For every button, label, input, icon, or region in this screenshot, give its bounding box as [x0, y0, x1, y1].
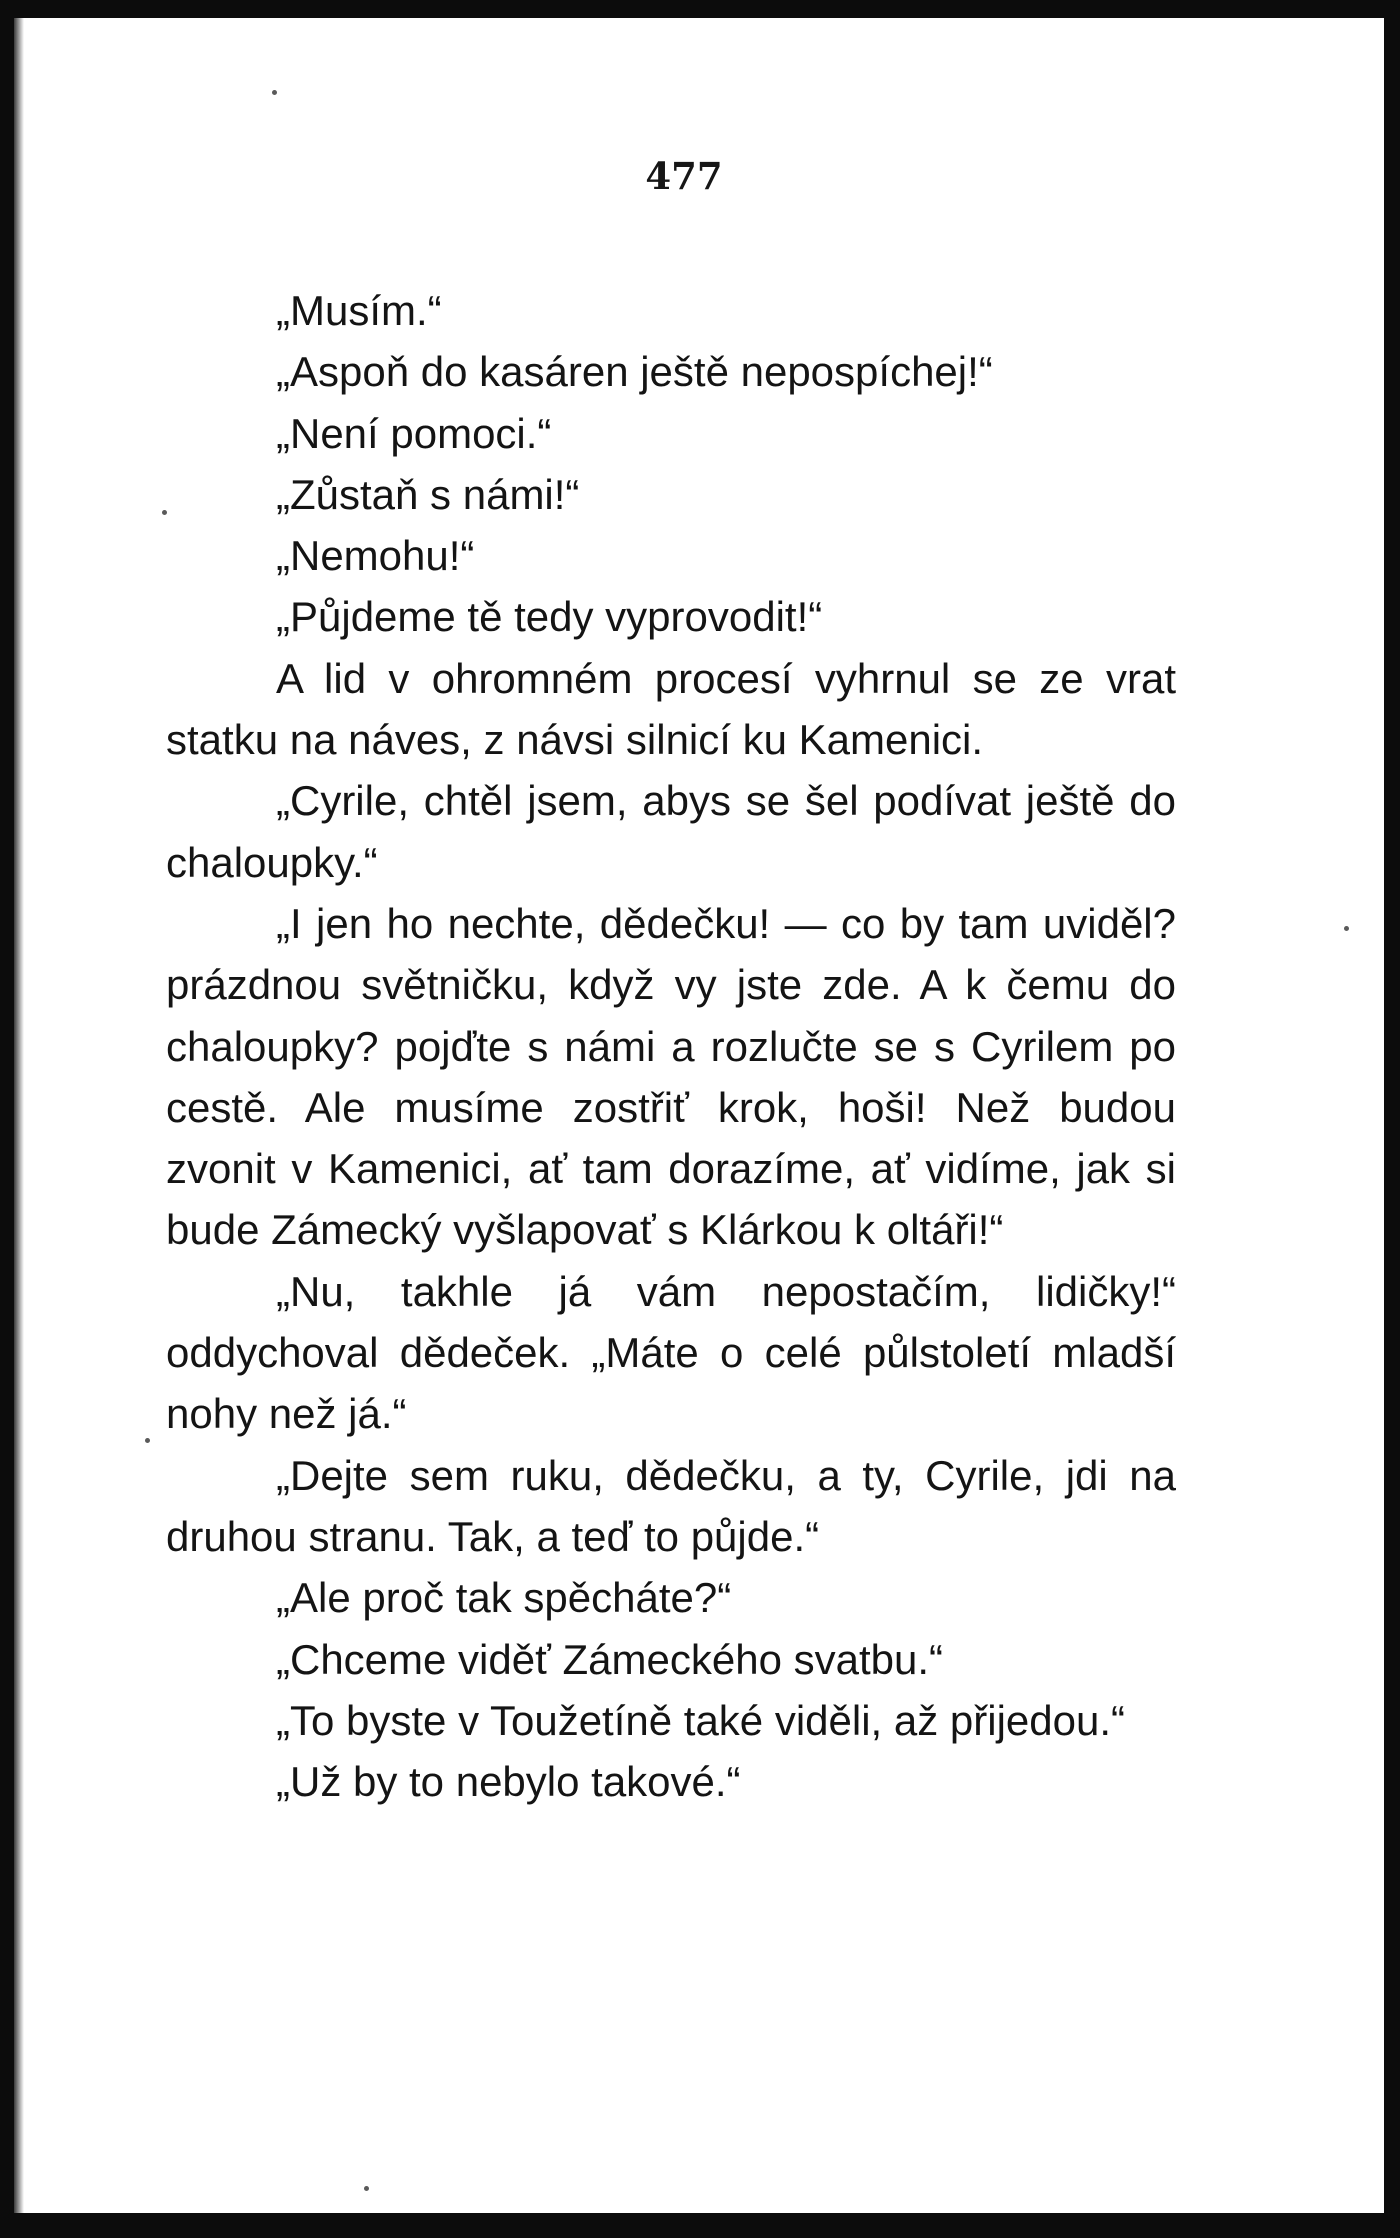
speck-mark — [272, 90, 277, 95]
speck-mark — [145, 1438, 150, 1443]
paragraph: „Zůstaň s námi!“ — [276, 470, 580, 518]
page-edge-shadow — [14, 18, 24, 2213]
paragraph: „Už by to nebylo takové.“ — [276, 1758, 741, 1806]
speck-mark — [1344, 926, 1349, 931]
text-body — [166, 280, 1176, 1812]
paragraph: „Chceme viděť Zámeckého svatbu.“ — [276, 1635, 944, 1683]
paragraph: „Dejte sem ruku, dědečku, a ty, Cyrile, jdi na druhou stranu. Tak, a teď to půjde.“ — [166, 1451, 1176, 1560]
book-page — [14, 18, 1384, 2213]
page-number: 477 — [645, 154, 723, 198]
paragraph: „Musím.“ — [276, 287, 442, 334]
paragraph: „Cyrile, chtěl jsem, abys se šel podívat ještě do chaloupky.“ — [166, 777, 1176, 886]
speck-mark — [364, 2186, 369, 2191]
paragraph: „Nemohu!“ — [276, 532, 475, 580]
paragraph: „Není pomoci.“ — [276, 409, 552, 457]
paragraph: „Nu, takhle já vám nepostačím, lidičky!“ oddychoval dědeček. „Máte o celé půlstoletí mladší nohy než já.“ — [166, 1267, 1176, 1438]
paragraph: „To byste v Toužetíně také viděli, až přijedou.“ — [276, 1696, 1126, 1744]
paragraph: „I jen ho nechte, dědečku! — co by tam uviděl? prázdnou světničku, když vy jste zde. A k čemu do chaloupky? pojďte s námi a rozlučte se s Cyrilem po cestě. Ale musíme zostřiť krok, hoši! Než budou zvonit v Kamenici, ať tam dorazíme, ať vidíme, jak si bude Zámecký vyšlapovať s Klárkou k oltáři!“ — [166, 899, 1176, 1254]
paragraph: „Aspoň do kasáren ještě nepospíchej!“ — [276, 348, 993, 396]
paragraph: „Půjdeme tě tedy vyprovodit!“ — [276, 593, 823, 641]
paragraph: „Ale proč tak spěcháte?“ — [276, 1574, 732, 1622]
paragraph: A lid v ohromném procesí vyhrnul se ze vrat statku na náves, z návsi silnicí ku Kamenici. — [166, 654, 1176, 764]
